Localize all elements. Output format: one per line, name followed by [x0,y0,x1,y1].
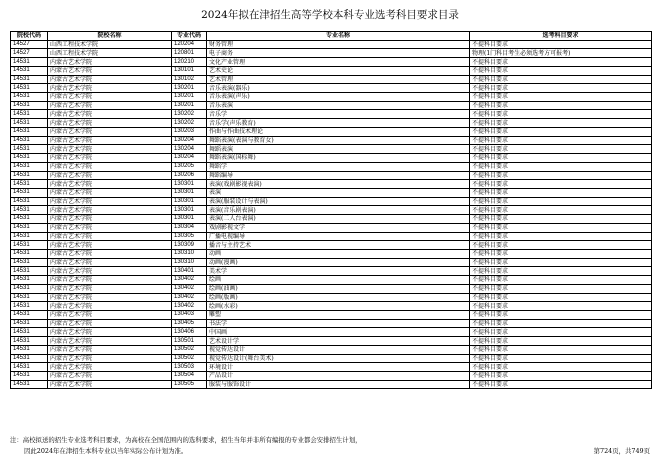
school-name-cell: 内蒙古艺术学院 [48,223,172,232]
school-code-cell: 14531 [11,84,48,93]
major-name-cell: 中国画 [207,328,470,337]
subject-requirement-cell: 不提科目要求 [470,380,652,389]
subject-requirement-cell: 不提科目要求 [470,171,652,180]
school-name-cell: 内蒙古艺术学院 [48,337,172,346]
school-code-cell: 14531 [11,284,48,293]
school-code-cell: 14531 [11,93,48,102]
major-name-cell: 书法学 [207,319,470,328]
table-row [11,197,652,206]
table-row [11,337,652,346]
major-code-cell: 130102 [172,75,207,84]
major-code-cell: 130406 [172,328,207,337]
major-code-cell: 130203 [172,127,207,136]
major-name-cell: 舞蹈表演 [207,145,470,154]
major-name-cell: 绘画(版画) [207,293,470,302]
major-code-cell: 130305 [172,232,207,241]
table-row [11,49,652,58]
table-row [11,75,652,84]
school-code-cell: 14531 [11,258,48,267]
major-code-cell: 130202 [172,110,207,119]
table-row [11,319,652,328]
major-name-cell: 视觉传达设计 [207,345,470,354]
major-code-cell: 130402 [172,284,207,293]
major-name-cell: 表演(音乐剧表演) [207,206,470,215]
major-code-cell: 130204 [172,136,207,145]
school-name-cell: 内蒙古艺术学院 [48,101,172,110]
school-code-cell: 14531 [11,75,48,84]
school-name-cell: 山西工程技术学院 [48,49,172,58]
major-code-cell: 130502 [172,354,207,363]
school-code-cell: 14531 [11,354,48,363]
subject-requirement-cell: 不提科目要求 [470,345,652,354]
subject-requirement-cell: 不提科目要求 [470,215,652,224]
header-major-name: 专业名称 [207,32,470,41]
school-name-cell: 内蒙古艺术学院 [48,206,172,215]
page-number: 第724页，共749页 [593,447,650,455]
major-code-cell: 130310 [172,258,207,267]
school-code-cell: 14531 [11,223,48,232]
school-code-cell: 14531 [11,328,48,337]
major-code-cell: 130202 [172,119,207,128]
subject-requirement-cell: 不提科目要求 [470,127,652,136]
school-name-cell: 内蒙古艺术学院 [48,363,172,372]
table-row [11,311,652,320]
school-name-cell: 内蒙古艺术学院 [48,188,172,197]
major-code-cell: 130301 [172,215,207,224]
school-code-cell: 14531 [11,293,48,302]
table-row [11,93,652,102]
table-row [11,162,652,171]
subject-requirement-cell: 不提科目要求 [470,302,652,311]
major-code-cell: 130301 [172,206,207,215]
school-code-cell: 14531 [11,363,48,372]
subject-requirement-cell: 不提科目要求 [470,354,652,363]
school-code-cell: 14531 [11,345,48,354]
school-code-cell: 14531 [11,162,48,171]
school-code-cell: 14531 [11,337,48,346]
page-title: 2024年拟在津招生高等学校本科专业选考科目要求目录 [201,9,459,21]
major-name-cell: 舞蹈编导 [207,171,470,180]
table-row [11,188,652,197]
major-code-cell: 130204 [172,154,207,163]
major-code-cell: 130503 [172,363,207,372]
major-code-cell: 130301 [172,197,207,206]
table-row [11,380,652,389]
subject-requirement-cell: 不提科目要求 [470,180,652,189]
major-name-cell: 文化产业管理 [207,58,470,67]
major-name-cell: 艺术设计学 [207,337,470,346]
table-row [11,101,652,110]
major-name-cell: 艺术管理 [207,75,470,84]
school-name-cell: 内蒙古艺术学院 [48,162,172,171]
subject-requirement-cell: 物理(1门科目考生必须选考方可报考) [470,49,652,58]
major-name-cell: 雕塑 [207,311,470,320]
major-name-cell: 音乐表演(声乐) [207,93,470,102]
table-row [11,363,652,372]
major-name-cell: 音乐表演 [207,101,470,110]
table-row [11,145,652,154]
subject-requirement-cell: 不提科目要求 [470,337,652,346]
major-code-cell: 130310 [172,249,207,258]
subject-requirement-cell: 不提科目要求 [470,241,652,250]
catalog-table [10,31,652,389]
table-row [11,171,652,180]
school-name-cell: 内蒙古艺术学院 [48,241,172,250]
school-name-cell: 内蒙古艺术学院 [48,311,172,320]
school-name-cell: 山西工程技术学院 [48,40,172,49]
major-name-cell: 戏剧影视文学 [207,223,470,232]
school-code-cell: 14531 [11,267,48,276]
subject-requirement-cell: 不提科目要求 [470,319,652,328]
school-name-cell: 内蒙古艺术学院 [48,171,172,180]
subject-requirement-cell: 不提科目要求 [470,84,652,93]
table-row [11,215,652,224]
table-row [11,293,652,302]
major-code-cell: 130301 [172,180,207,189]
major-name-cell: 表演(服装设计与表演) [207,197,470,206]
major-code-cell: 130301 [172,188,207,197]
major-code-cell: 130502 [172,345,207,354]
subject-requirement-cell: 不提科目要求 [470,40,652,49]
school-name-cell: 内蒙古艺术学院 [48,258,172,267]
school-code-cell: 14531 [11,249,48,258]
table-row [11,258,652,267]
school-code-cell: 14531 [11,127,48,136]
major-code-cell: 130201 [172,101,207,110]
major-name-cell: 广播电视编导 [207,232,470,241]
school-name-cell: 内蒙古艺术学院 [48,58,172,67]
school-code-cell: 14531 [11,110,48,119]
major-code-cell: 130205 [172,162,207,171]
school-name-cell: 内蒙古艺术学院 [48,154,172,163]
school-code-cell: 14531 [11,101,48,110]
major-name-cell: 环境设计 [207,363,470,372]
school-name-cell: 内蒙古艺术学院 [48,93,172,102]
table-row [11,284,652,293]
major-code-cell: 130304 [172,223,207,232]
major-name-cell: 绘画(水彩) [207,302,470,311]
school-code-cell: 14531 [11,232,48,241]
table-row [11,223,652,232]
table-row [11,328,652,337]
subject-requirement-cell: 不提科目要求 [470,328,652,337]
school-name-cell: 内蒙古艺术学院 [48,249,172,258]
major-name-cell: 服装与服饰设计 [207,380,470,389]
major-name-cell: 表演(戏剧影视表演) [207,180,470,189]
major-code-cell: 130401 [172,267,207,276]
footnote-line-2: 因此2024年在津招生本科专业以当年实际公布计划为准。 [24,447,188,455]
school-code-cell: 14531 [11,372,48,381]
major-code-cell: 130206 [172,171,207,180]
major-code-cell: 130402 [172,276,207,285]
school-name-cell: 内蒙古艺术学院 [48,66,172,75]
major-name-cell: 艺术史论 [207,66,470,75]
table-row [11,249,652,258]
subject-requirement-cell: 不提科目要求 [470,267,652,276]
major-code-cell: 130504 [172,372,207,381]
school-name-cell: 内蒙古艺术学院 [48,110,172,119]
major-code-cell: 130402 [172,302,207,311]
school-code-cell: 14531 [11,180,48,189]
subject-requirement-cell: 不提科目要求 [470,58,652,67]
table-row [11,119,652,128]
header-school-code: 院校代码 [11,32,48,41]
subject-requirement-cell: 不提科目要求 [470,232,652,241]
school-name-cell: 内蒙古艺术学院 [48,145,172,154]
header-school-name: 院校名称 [48,32,172,41]
subject-requirement-cell: 不提科目要求 [470,101,652,110]
school-code-cell: 14531 [11,380,48,389]
table-row [11,110,652,119]
school-name-cell: 内蒙古艺术学院 [48,372,172,381]
school-code-cell: 14531 [11,171,48,180]
header-major-code: 专业代码 [172,32,207,41]
subject-requirement-cell: 不提科目要求 [470,197,652,206]
subject-requirement-cell: 不提科目要求 [470,223,652,232]
school-code-cell: 14531 [11,311,48,320]
school-code-cell: 14527 [11,40,48,49]
school-code-cell: 14531 [11,302,48,311]
major-code-cell: 120210 [172,58,207,67]
table-row [11,136,652,145]
school-name-cell: 内蒙古艺术学院 [48,302,172,311]
major-name-cell: 美术学 [207,267,470,276]
school-name-cell: 内蒙古艺术学院 [48,319,172,328]
school-name-cell: 内蒙古艺术学院 [48,380,172,389]
major-code-cell: 130505 [172,380,207,389]
major-code-cell: 130101 [172,66,207,75]
school-code-cell: 14531 [11,119,48,128]
major-name-cell: 绘画(油画) [207,284,470,293]
school-code-cell: 14531 [11,154,48,163]
school-name-cell: 内蒙古艺术学院 [48,284,172,293]
table-row [11,154,652,163]
major-code-cell: 130201 [172,84,207,93]
school-code-cell: 14531 [11,206,48,215]
table-row [11,276,652,285]
table-row [11,232,652,241]
table-body [11,40,652,389]
table-row [11,180,652,189]
table-row [11,40,652,49]
major-code-cell: 130402 [172,293,207,302]
school-code-cell: 14531 [11,319,48,328]
school-name-cell: 内蒙古艺术学院 [48,180,172,189]
subject-requirement-cell: 不提科目要求 [470,66,652,75]
subject-requirement-cell: 不提科目要求 [470,372,652,381]
school-code-cell: 14531 [11,276,48,285]
table-row [11,345,652,354]
school-code-cell: 14531 [11,197,48,206]
school-name-cell: 内蒙古艺术学院 [48,276,172,285]
school-name-cell: 内蒙古艺术学院 [48,119,172,128]
table-row [11,372,652,381]
subject-requirement-cell: 不提科目要求 [470,249,652,258]
major-name-cell: 音乐表演(器乐) [207,84,470,93]
school-name-cell: 内蒙古艺术学院 [48,75,172,84]
major-code-cell: 130405 [172,319,207,328]
major-code-cell: 130403 [172,311,207,320]
major-name-cell: 表演 [207,188,470,197]
major-name-cell: 动画 [207,249,470,258]
major-name-cell: 舞蹈学 [207,162,470,171]
major-code-cell: 120801 [172,49,207,58]
school-name-cell: 内蒙古艺术学院 [48,84,172,93]
table-row [11,302,652,311]
footnote-line-1: 注：高校拟送的招生专业选考科目要求，为高校在全国范围内的选科要求，招生当年并非所有编报的专业都会安排招生计划， [10,436,362,444]
subject-requirement-cell: 不提科目要求 [470,136,652,145]
subject-requirement-cell: 不提科目要求 [470,293,652,302]
subject-requirement-cell: 不提科目要求 [470,276,652,285]
school-name-cell: 内蒙古艺术学院 [48,267,172,276]
school-code-cell: 14531 [11,188,48,197]
subject-requirement-cell: 不提科目要求 [470,258,652,267]
major-name-cell: 音乐学(声乐教育) [207,119,470,128]
major-name-cell: 产品设计 [207,372,470,381]
major-code-cell: 130309 [172,241,207,250]
major-name-cell: 音乐学 [207,110,470,119]
subject-requirement-cell: 不提科目要求 [470,162,652,171]
major-code-cell: 130201 [172,93,207,102]
table-header-row [11,32,652,41]
school-name-cell: 内蒙古艺术学院 [48,345,172,354]
subject-requirement-cell: 不提科目要求 [470,145,652,154]
table-row [11,267,652,276]
school-code-cell: 14531 [11,136,48,145]
major-name-cell: 舞蹈表演(国标舞) [207,154,470,163]
school-name-cell: 内蒙古艺术学院 [48,354,172,363]
subject-requirement-cell: 不提科目要求 [470,110,652,119]
major-name-cell: 财务管理 [207,40,470,49]
major-code-cell: 120204 [172,40,207,49]
subject-requirement-cell: 不提科目要求 [470,93,652,102]
school-name-cell: 内蒙古艺术学院 [48,232,172,241]
school-name-cell: 内蒙古艺术学院 [48,328,172,337]
table-row [11,127,652,136]
subject-requirement-cell: 不提科目要求 [470,206,652,215]
subject-requirement-cell: 不提科目要求 [470,119,652,128]
table-row [11,206,652,215]
subject-requirement-cell: 不提科目要求 [470,75,652,84]
school-code-cell: 14531 [11,241,48,250]
table-row [11,241,652,250]
major-name-cell: 绘画 [207,276,470,285]
school-code-cell: 14531 [11,215,48,224]
major-name-cell: 作曲与作曲技术理论 [207,127,470,136]
major-name-cell: 视觉传达设计(舞台美术) [207,354,470,363]
school-code-cell: 14531 [11,58,48,67]
school-name-cell: 内蒙古艺术学院 [48,197,172,206]
table-row [11,58,652,67]
table-row [11,354,652,363]
major-name-cell: 舞蹈表演(表演与教育女) [207,136,470,145]
school-code-cell: 14527 [11,49,48,58]
school-name-cell: 内蒙古艺术学院 [48,293,172,302]
school-name-cell: 内蒙古艺术学院 [48,136,172,145]
school-name-cell: 内蒙古艺术学院 [48,127,172,136]
major-name-cell: 电子商务 [207,49,470,58]
subject-requirement-cell: 不提科目要求 [470,363,652,372]
major-name-cell: 动画(漫画) [207,258,470,267]
major-code-cell: 130501 [172,337,207,346]
subject-requirement-cell: 不提科目要求 [470,188,652,197]
subject-requirement-cell: 不提科目要求 [470,154,652,163]
major-name-cell: 表演(二人台表演) [207,215,470,224]
subject-requirement-cell: 不提科目要求 [470,284,652,293]
table-row [11,84,652,93]
subject-requirement-cell: 不提科目要求 [470,311,652,320]
school-code-cell: 14531 [11,66,48,75]
school-code-cell: 14531 [11,145,48,154]
major-name-cell: 播音与主持艺术 [207,241,470,250]
table-row [11,66,652,75]
school-name-cell: 内蒙古艺术学院 [48,215,172,224]
major-code-cell: 130204 [172,145,207,154]
header-subject-requirement: 选考科目要求 [470,32,652,41]
